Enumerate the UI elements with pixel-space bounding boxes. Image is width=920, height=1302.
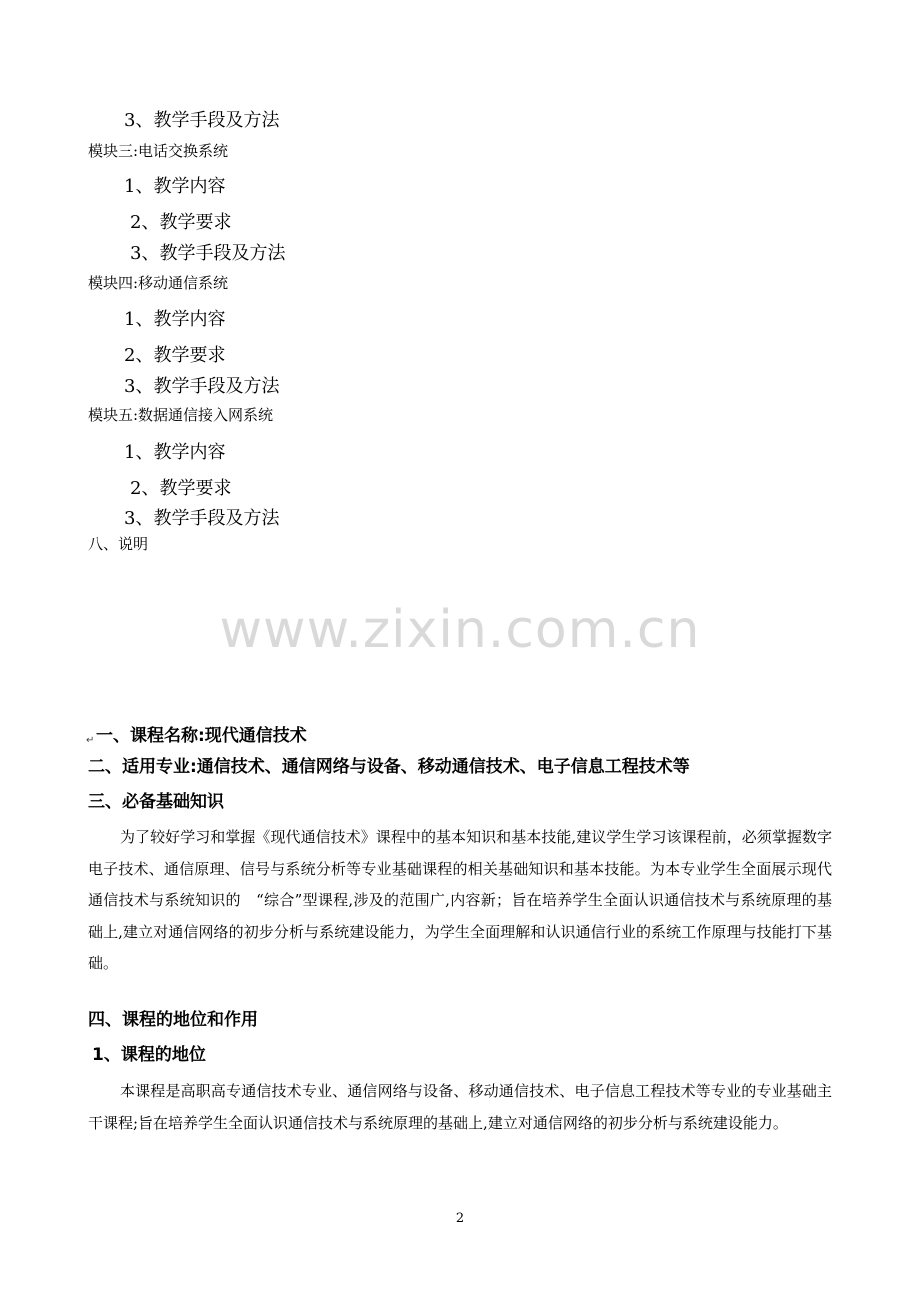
module-heading: 模块四:移动通信系统: [88, 274, 229, 292]
outline-item: 3、教学手段及方法: [124, 508, 280, 529]
outline-item: 2、教学要求: [130, 478, 232, 499]
heading-position: 1、课程的地位: [92, 1045, 206, 1065]
watermark-text: www.zixin.com.cn: [219, 600, 701, 660]
outline-item: 3、教学手段及方法: [124, 110, 280, 131]
paragraph-prerequisites: 为了较好学习和掌握《现代通信技术》课程中的基本知识和基本技能,建议学生学习该课程前，必须掌握数字电子技术、通信原理、信号与系统分析等专业基础课程的相关基础知识和基本技能。为本专业学生全面展示现代通信技术与系统知识的 “综合”型课程,涉及的范围广,内容新；旨在培养学生全面认识通信技术与系统原理的基础上,建立对通信网络的初步分析与系统建设能力，为学生全面理解和认识通信行业的系统工作原理与技能打下基础。: [88, 828, 832, 972]
outline-item: 3、教学手段及方法: [130, 243, 286, 264]
paragraph-marker: ↵: [86, 735, 95, 746]
heading-role: 四、课程的地位和作用: [88, 1010, 258, 1030]
page-number: 2: [455, 1211, 465, 1226]
heading-majors: 二、适用专业:通信技术、通信网络与设备、移动通信技术、电子信息工程技术等: [88, 757, 690, 777]
heading-course-name: 一、课程名称:现代通信技术: [96, 726, 307, 746]
outline-item: 1、教学内容: [124, 176, 226, 197]
outline-item: 2、教学要求: [124, 345, 226, 366]
module-heading: 模块五:数据通信接入网系统: [88, 406, 274, 424]
heading-prerequisites: 三、必备基础知识: [88, 792, 224, 812]
outline-item: 2、教学要求: [130, 212, 232, 233]
section-heading: 八、说明: [88, 535, 149, 553]
outline-item: 3、教学手段及方法: [124, 376, 280, 397]
outline-item: 1、教学内容: [124, 442, 226, 463]
module-heading: 模块三:电话交换系统: [88, 142, 229, 160]
outline-item: 1、教学内容: [124, 309, 226, 330]
paragraph-position: 本课程是高职高专通信技术专业、通信网络与设备、移动通信技术、电子信息工程技术等专业的专业基础主干课程;旨在培养学生全面认识通信技术与系统原理的基础上,建立对通信网络的初步分析与系统建设能力。: [88, 1082, 832, 1132]
